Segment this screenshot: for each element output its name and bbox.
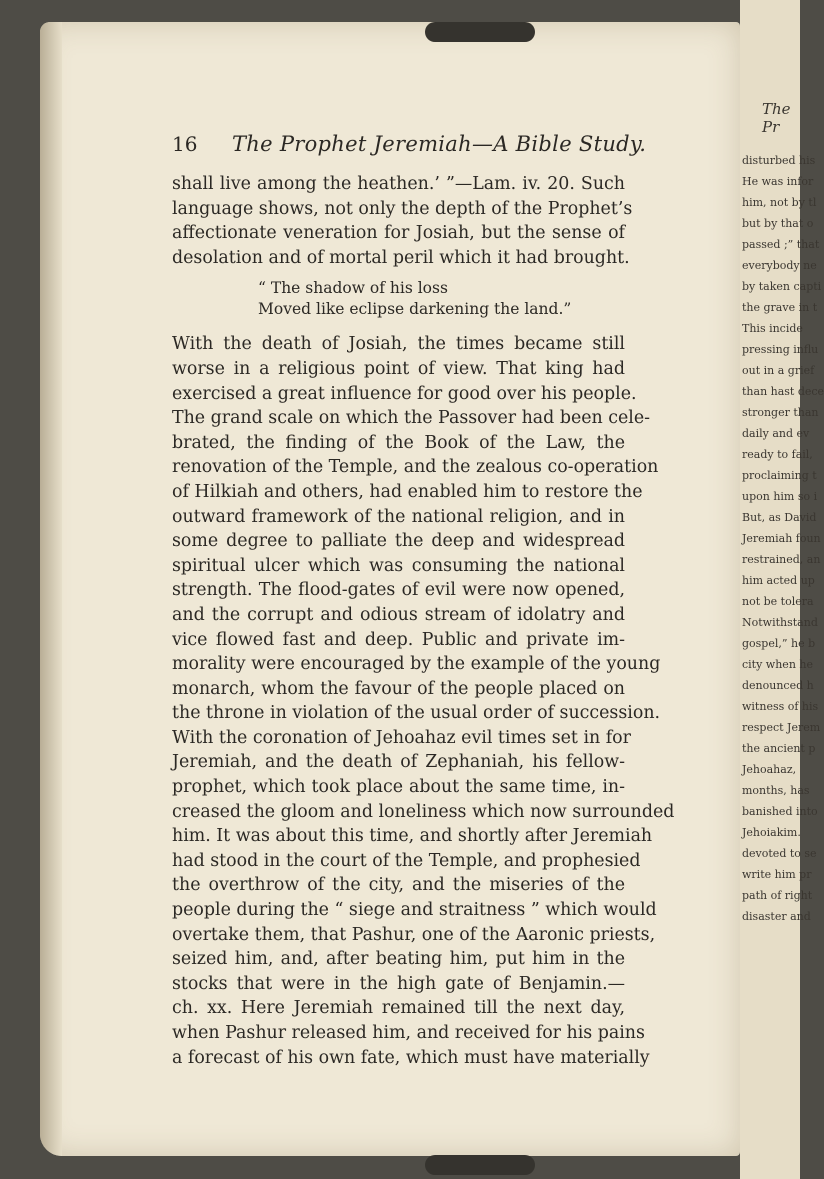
adjacent-line-fragment: stronger than bbox=[742, 406, 819, 419]
adjacent-line-fragment: This incide bbox=[742, 322, 803, 335]
adjacent-page bbox=[740, 0, 824, 1179]
body-text bbox=[172, 172, 675, 1070]
page-header bbox=[172, 132, 647, 162]
adjacent-line-fragment: ready to fail, bbox=[742, 448, 813, 461]
adjacent-line-fragment: city when he bbox=[742, 658, 813, 671]
text-line: creased the gloom and loneliness which now surrounded bbox=[172, 801, 675, 822]
text-line: desolation and of mortal peril which it had brought. bbox=[172, 247, 630, 268]
adjacent-line-fragment: Notwithstand bbox=[742, 616, 818, 629]
adjacent-line-fragment: everybody ne bbox=[742, 259, 817, 272]
running-title: The Prophet Jeremiah—A Bible Study. bbox=[232, 132, 647, 156]
text-line: With the death of Josiah, the times became still bbox=[172, 334, 625, 355]
adjacent-line-fragment: him, not by tl bbox=[742, 196, 817, 209]
adjacent-line-fragment: gospel,” he b bbox=[742, 637, 816, 650]
text-line: seized him, and, after beating him, put him in the bbox=[172, 949, 625, 970]
adjacent-page-text bbox=[742, 150, 824, 927]
bottom-clip bbox=[425, 1155, 535, 1175]
text-line: affectionate veneration for Josiah, but the sense of bbox=[172, 223, 625, 244]
adjacent-line-fragment: restrained, an bbox=[742, 553, 821, 566]
adjacent-line-fragment: denounced h bbox=[742, 679, 814, 692]
adjacent-line-fragment: months, has bbox=[742, 784, 810, 797]
adjacent-line-fragment: But, as David bbox=[742, 511, 817, 524]
adjacent-line-fragment: pressing influ bbox=[742, 343, 819, 356]
adjacent-line-fragment: proclaiming t bbox=[742, 469, 817, 482]
adjacent-line-fragment: out in a grief bbox=[742, 364, 815, 377]
quote-line: Moved like eclipse darkening the land.” bbox=[258, 300, 572, 319]
text-line: shall live among the heathen.’ ”—Lam. iv. 20. Such bbox=[172, 174, 625, 194]
adjacent-line-fragment: the grave in t bbox=[742, 301, 818, 314]
text-line: had stood in the court of the Temple, and prophesied bbox=[172, 850, 641, 871]
adjacent-line-fragment: not be tolera bbox=[742, 595, 814, 608]
text-line: people during the “ siege and straitness ” which would bbox=[172, 900, 657, 921]
text-line: monarch, whom the favour of the people placed on bbox=[172, 678, 625, 699]
text-line: the throne in violation of the usual order of succession. bbox=[172, 703, 661, 724]
adjacent-line-fragment: daily and ev bbox=[742, 427, 810, 440]
text-line: a forecast of his own fate, which must have materially bbox=[172, 1047, 650, 1068]
text-line: Jeremiah, and the death of Zephaniah, his fellow- bbox=[172, 752, 625, 773]
text-line: The grand scale on which the Passover had been cele- bbox=[172, 408, 651, 429]
text-line: strength. The flood-gates of evil were now opened, bbox=[172, 580, 625, 601]
text-line: morality were encouraged by the example of the young bbox=[172, 654, 661, 675]
text-line: prophet, which took place about the same time, in- bbox=[172, 777, 625, 798]
text-line: With the coronation of Jehoahaz evil times set in for bbox=[172, 727, 631, 748]
adjacent-line-fragment: Jeremiah foun bbox=[742, 532, 821, 545]
adjacent-line-fragment: Jehoahaz, bbox=[742, 763, 797, 776]
adjacent-line-fragment: respect Jerem bbox=[742, 721, 821, 734]
adjacent-line-fragment: upon him so i bbox=[742, 490, 818, 503]
adjacent-line-fragment: banished into bbox=[742, 805, 818, 818]
quote-line: “ The shadow of his loss bbox=[258, 279, 448, 298]
adjacent-line-fragment: path of right bbox=[742, 889, 813, 902]
text-line: stocks that were in the high gate of Benjamin.— bbox=[172, 973, 625, 994]
page-number: 16 bbox=[172, 132, 198, 156]
text-line: ch. xx. Here Jeremiah remained till the next day, bbox=[172, 998, 625, 1019]
adjacent-line-fragment: witness of his bbox=[742, 700, 819, 713]
text-line: language shows, not only the depth of the Prophet’s bbox=[172, 198, 633, 219]
adjacent-line-fragment: passed ;” that bbox=[742, 238, 820, 251]
adjacent-page-title: The Pr bbox=[762, 100, 791, 136]
adjacent-line-fragment: than hast dece bbox=[742, 385, 824, 398]
text-line: spiritual ulcer which was consuming the national bbox=[172, 555, 625, 576]
adjacent-line-fragment: the ancient p bbox=[742, 742, 816, 755]
text-line: renovation of the Temple, and the zealous co-operation bbox=[172, 457, 659, 478]
top-clip bbox=[425, 22, 535, 42]
text-line: overtake them, that Pashur, one of the Aaronic priests, bbox=[172, 924, 656, 945]
block-quote bbox=[258, 278, 625, 320]
adjacent-line-fragment: disturbed his bbox=[742, 154, 816, 167]
adjacent-line-fragment: disaster and bbox=[742, 910, 811, 923]
text-line: worse in a religious point of view. That king had bbox=[172, 358, 625, 379]
text-line: him. It was about this time, and shortly after Jeremiah bbox=[172, 826, 653, 847]
text-line: of Hilkiah and others, had enabled him to restore the bbox=[172, 481, 643, 502]
adjacent-line-fragment: Jehoiakim. bbox=[742, 826, 801, 839]
text-line: some degree to palliate the deep and widespread bbox=[172, 531, 625, 552]
paragraph-2 bbox=[172, 332, 675, 1070]
paragraph-1 bbox=[172, 172, 633, 270]
adjacent-line-fragment: by taken capti bbox=[742, 280, 822, 293]
adjacent-line-fragment: him acted up bbox=[742, 574, 815, 587]
text-line: when Pashur released him, and received for his pains bbox=[172, 1023, 645, 1043]
page-gutter bbox=[40, 22, 62, 1156]
adjacent-line-fragment: He was infor bbox=[742, 175, 814, 188]
adjacent-line-fragment: devoted to se bbox=[742, 847, 817, 860]
text-line: exercised a great influence for good over his people. bbox=[172, 383, 637, 404]
text-line: and the corrupt and odious stream of idolatry and bbox=[172, 604, 625, 625]
adjacent-line-fragment: write him pr bbox=[742, 868, 812, 881]
text-line: outward framework of the national religion, and in bbox=[172, 506, 625, 527]
adjacent-line-fragment: but by that o bbox=[742, 217, 814, 230]
text-line: the overthrow of the city, and the miseries of the bbox=[172, 875, 625, 896]
text-line: vice flowed fast and deep. Public and private im- bbox=[172, 629, 625, 650]
text-line: brated, the finding of the Book of the Law, the bbox=[172, 432, 625, 453]
